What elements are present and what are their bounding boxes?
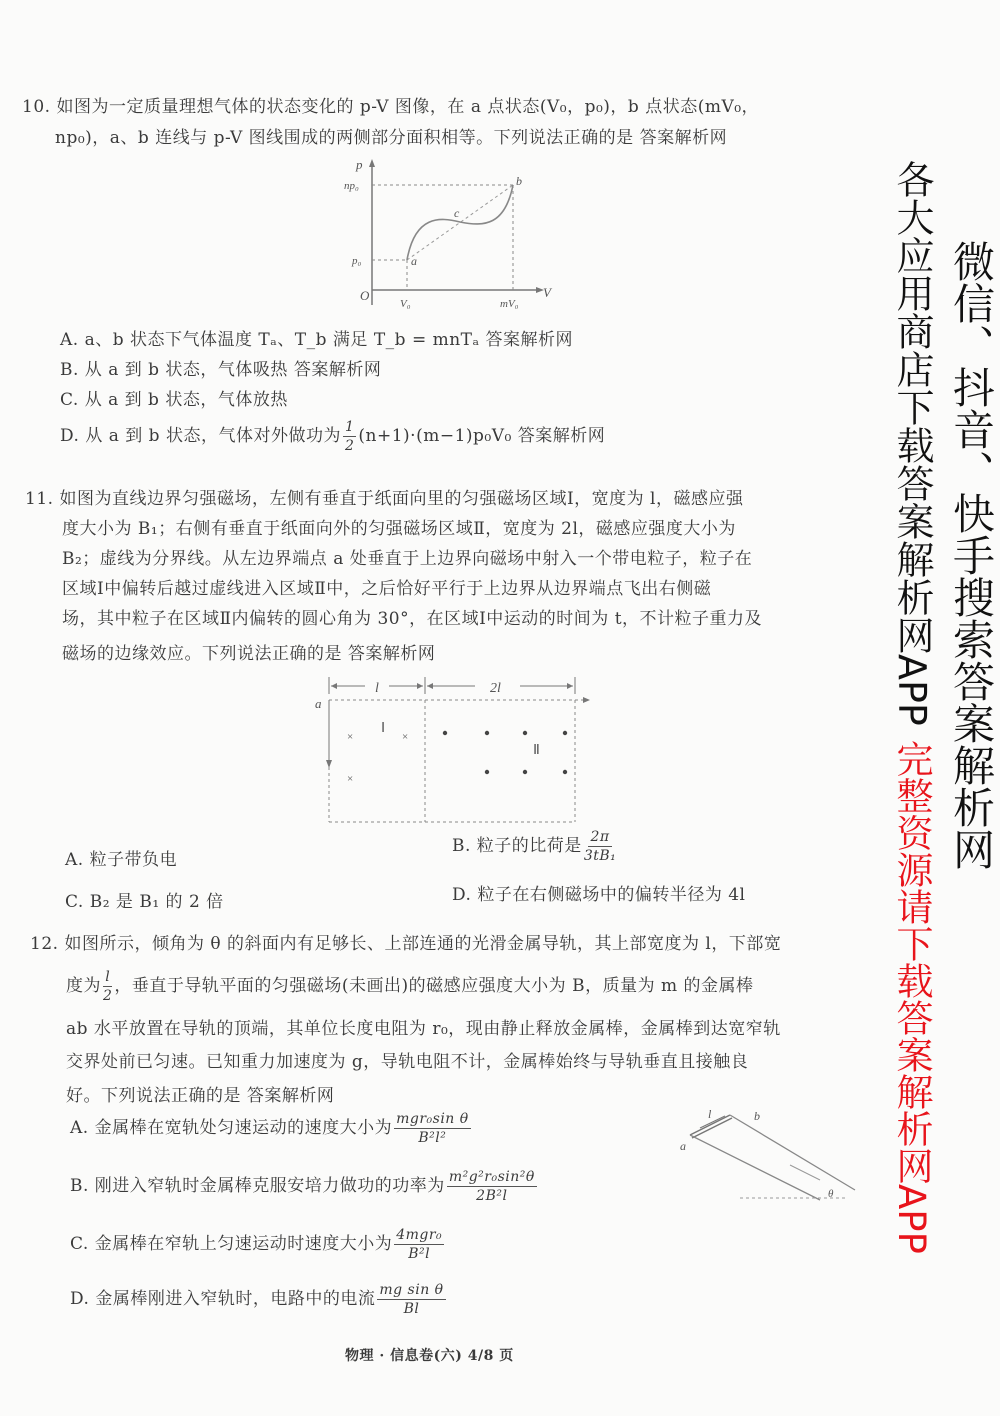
- q12-line2-post: ，垂直于导轨平面的匀强磁场(未画出)的磁感应强度大小为 B，质量为 m 的金属棒: [114, 976, 754, 996]
- point-a-label: a: [315, 696, 322, 711]
- q10-option-b: B. 从 a 到 b 状态，气体吸热 答案解析网: [60, 360, 382, 380]
- watermark-full-resources: 完整资源请下载答案解析网APP: [890, 740, 933, 1254]
- point-c-label: c: [454, 206, 460, 220]
- q11-field-diagram: [305, 672, 605, 832]
- origin-label: O: [360, 288, 370, 303]
- cross-mark: ×: [402, 731, 409, 743]
- width-2l-label: 2l: [490, 681, 501, 696]
- axis-v-label: V: [543, 285, 551, 300]
- q12-option-d: [70, 1281, 448, 1318]
- fraction-numerator: 4mgr₀: [396, 1227, 443, 1243]
- fraction-denominator: 2: [344, 438, 355, 454]
- fraction-numerator: mgr₀sin θ: [396, 1111, 469, 1127]
- np0-label: np₀: [344, 180, 359, 192]
- q12-rail-diagram: [670, 1100, 870, 1210]
- q12-option-c: [70, 1226, 446, 1263]
- q11-stem-line4: 区域Ⅰ中偏转后越过虚线进入区域Ⅱ中，之后恰好平行于上边界从边界端点飞出右侧磁: [62, 579, 712, 599]
- fraction-numerator: l: [105, 969, 111, 985]
- q12-stem-line3: ab 水平放置在导轨的顶端，其单位长度电阻为 r₀，现由静止释放金属棒，金属棒到达宽窄轨: [66, 1019, 781, 1039]
- dot-marks: [443, 731, 567, 774]
- q11-option-a: A. 粒子带负电: [65, 850, 178, 870]
- fraction-denominator: Bl: [403, 1301, 420, 1317]
- q10-option-a: A. a、b 状态下气体温度 Tₐ、T_b 满足 T_b = mnTₐ 答案解析网: [60, 330, 573, 350]
- point-b-label: b: [754, 1109, 760, 1123]
- q12-stem-line4: 交界处前已匀速。已知重力加速度为 g，导轨电阻不计，金属棒始终与导轨垂直且接触良: [66, 1052, 749, 1072]
- q10-option-d-pre: D. 从 a 到 b 状态，气体对外做功为: [60, 426, 341, 446]
- fraction-numerator: m²g²r₀sin²θ: [448, 1169, 535, 1185]
- fraction: [394, 1226, 444, 1263]
- q10-stem-line2: np₀)，a、b 连线与 p-V 图线围成的两侧部分面积相等。下列说法正确的是 答案解析网: [55, 128, 728, 148]
- width-l-label: l: [375, 681, 379, 696]
- q11-stem-line1: 11. 如图为直线边界匀强磁场，左侧有垂直于纸面向里的匀强磁场区域Ⅰ，宽度为 l，磁感应强: [25, 489, 744, 509]
- q12-option-c-pre: C. 金属棒在窄轨上匀速运动时速度大小为: [70, 1234, 393, 1254]
- axis-p-label: p: [356, 157, 363, 172]
- fraction: [447, 1168, 537, 1205]
- fraction: [103, 968, 112, 1005]
- q11-stem-line2: 度大小为 B₁；右侧有垂直于纸面向外的匀强磁场区域Ⅱ，宽度为 2l，磁感应强度大小为: [62, 519, 736, 539]
- q11-option-b: [452, 828, 618, 865]
- q12-option-a-pre: A. 金属棒在宽轨处匀速运动的速度大小为: [70, 1118, 393, 1138]
- region-1-label: Ⅰ: [381, 721, 386, 736]
- point-a-label: a: [680, 1139, 686, 1153]
- fraction-numerator: mg sin θ: [379, 1282, 444, 1298]
- point-b-label: b: [516, 174, 522, 188]
- q10-option-d-post: (n+1)·(m−1)p₀V₀ 答案解析网: [358, 426, 606, 446]
- q11-option-c: C. B₂ 是 B₁ 的 2 倍: [65, 892, 224, 912]
- q12-option-d-pre: D. 金属棒刚进入窄轨时，电路中的电流: [70, 1289, 376, 1309]
- cross-mark: ×: [347, 773, 354, 785]
- q12-line2-pre: 度为: [66, 976, 101, 996]
- q12-stem-line5: 好。下列说法正确的是 答案解析网: [66, 1086, 335, 1106]
- point-a-label: a: [411, 254, 417, 268]
- q12-option-a: [70, 1110, 473, 1147]
- fraction-numerator: 2π: [590, 829, 610, 845]
- q11-stem-line5: 场，其中粒子在区域Ⅱ内偏转的圆心角为 30°，在区域Ⅰ中运动的时间为 t，不计粒子重力及: [62, 609, 763, 629]
- fraction: [377, 1281, 445, 1318]
- q12-option-b-pre: B. 刚进入窄轨时金属棒克服安培力做功的功率为: [70, 1176, 445, 1196]
- p0-label: p₀: [352, 255, 362, 267]
- q11-stem-line3: B₂；虚线为分界线。从左边界端点 a 处垂直于上边界向磁场中射入一个带电粒子，粒子在: [62, 549, 753, 569]
- cross-mark: ×: [347, 731, 354, 743]
- q10-pv-graph: [340, 155, 570, 315]
- q11-stem-line6: 磁场的边缘效应。下列说法正确的是 答案解析网: [62, 644, 436, 664]
- watermark-social-search: 微信、抖音、快手搜索答案解析网: [947, 240, 996, 870]
- fraction: [584, 828, 616, 865]
- mv0-label: mV₀: [500, 298, 519, 310]
- q12-stem-line2: [66, 968, 754, 1005]
- q12-option-b: [70, 1168, 539, 1205]
- fraction: [394, 1110, 471, 1147]
- fraction-numerator: 1: [344, 419, 355, 435]
- page-footer: 物理 · 信息卷(六) 4/8 页: [345, 1348, 514, 1364]
- angle-theta-label: θ: [828, 1188, 834, 1200]
- width-l-label: l: [708, 1107, 712, 1121]
- fraction-denominator: B²l: [408, 1246, 431, 1262]
- fraction-denominator: 2: [103, 988, 113, 1004]
- q12-stem-line1: 12. 如图所示，倾角为 θ 的斜面内有足够长、上部连通的光滑金属导轨，其上部宽度为 l，下部宽: [30, 934, 782, 954]
- fraction-denominator: 3tB₁: [583, 848, 617, 864]
- fraction: [343, 418, 356, 455]
- q11-option-d: D. 粒子在右侧磁场中的偏转半径为 4l: [452, 885, 746, 905]
- fraction-denominator: B²l²: [418, 1130, 447, 1146]
- q10-stem-line1: 10. 如图为一定质量理想气体的状态变化的 p-V 图像，在 a 点状态(V₀，p₀)，b 点状态(mV₀，: [22, 97, 760, 117]
- q11-option-b-pre: B. 粒子的比荷是: [452, 836, 582, 856]
- q10-option-c: C. 从 a 到 b 状态，气体放热: [60, 390, 288, 410]
- fraction-denominator: 2B²l: [476, 1188, 508, 1204]
- watermark-app-store: 各大应用商店下载答案解析网APP: [890, 160, 934, 726]
- q10-option-d: [60, 418, 605, 455]
- region-2-label: Ⅱ: [533, 743, 540, 758]
- v0-label: V₀: [400, 298, 411, 310]
